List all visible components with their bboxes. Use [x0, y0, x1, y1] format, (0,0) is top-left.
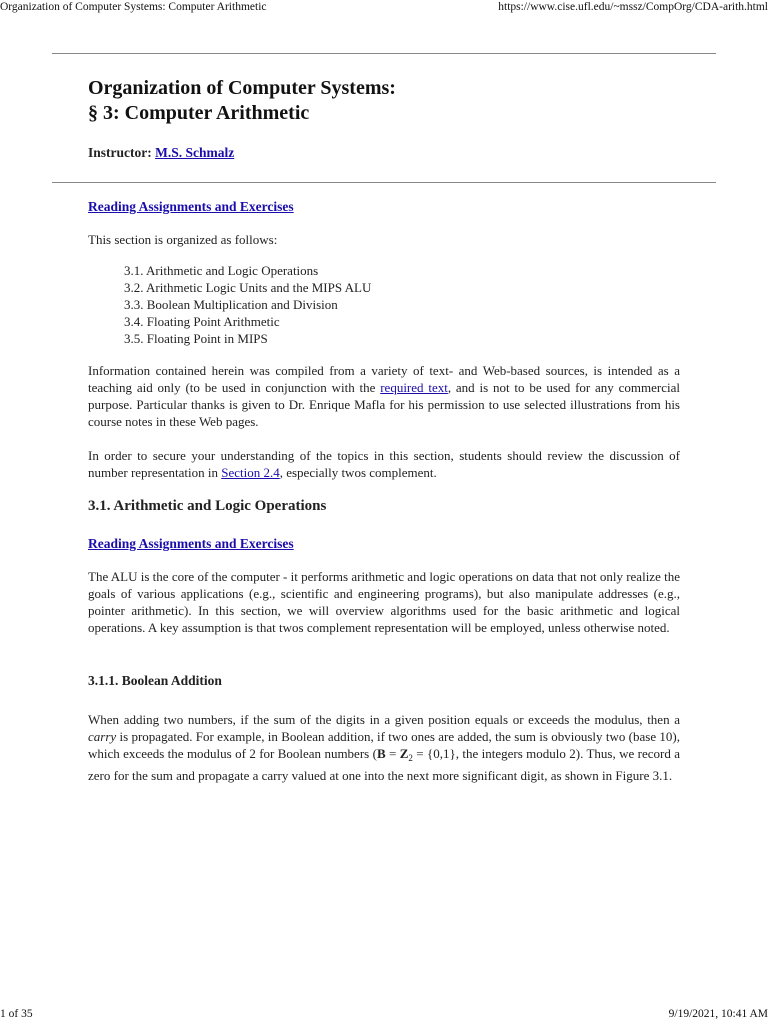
- print-header: [0, 1, 768, 15]
- set-z-symbol: Z: [399, 746, 409, 761]
- reading-assignments-link[interactable]: Reading Assignments and Exercises: [88, 199, 294, 214]
- toc-item-3-5: 3.5. Floating Point in MIPS: [124, 331, 268, 346]
- boolean-text-2: is propagated. For example, in Boolean addition, if two ones are added, the sum is obviously two (base 10), which exceeds the modulus of 2 for Boolean numbers (: [88, 729, 680, 761]
- boolean-text-eq-1: =: [385, 746, 400, 761]
- order-paragraph-text-1: In order to secure your understanding of the topics in this section, students should review the discussion of number representation in: [88, 448, 680, 480]
- instructor-label: Instructor:: [88, 145, 152, 160]
- info-paragraph-text-1: Information contained herein was compiled from a variety of text- and Web-based sources, is intended as a teaching aid only (to be used in conjunction with the: [88, 363, 680, 395]
- section-3-1-heading: 3.1. Arithmetic and Logic Operations: [88, 498, 327, 514]
- instructor-line: [88, 145, 234, 161]
- print-footer-date: 9/19/2021, 10:41 AM: [668, 1008, 768, 1020]
- toc-item-3-4: 3.4. Floating Point Arithmetic: [124, 314, 280, 329]
- table-of-contents: [124, 262, 371, 347]
- print-header-title: Organization of Computer Systems: Computer Arithmetic: [0, 1, 267, 13]
- boolean-text-1: When adding two numbers, if the sum of the digits in a given position equals or exceeds the modulus, then a: [88, 712, 680, 727]
- info-paragraph-text-2: , and is not to be used for any commercial purpose. Particular thanks is given to Dr. Enrique Mafla for his permission to use selected illustrations from his course notes in these Web pages.: [88, 380, 680, 429]
- print-footer: [0, 1008, 768, 1024]
- section-divider: [52, 182, 716, 183]
- page-title-line-2: § 3: Computer Arithmetic: [88, 102, 310, 124]
- carry-term: carry: [88, 729, 117, 744]
- toc-item-3-1: 3.1. Arithmetic and Logic Operations: [124, 263, 319, 278]
- top-divider: [52, 53, 716, 54]
- required-text-link[interactable]: required text: [380, 380, 448, 395]
- section-2-4-link[interactable]: Section 2.4: [221, 465, 280, 480]
- info-paragraph: [88, 362, 680, 430]
- order-paragraph-text-2: , especially twos complement.: [279, 465, 437, 480]
- page-title: [88, 76, 396, 126]
- alu-paragraph: The ALU is the core of the computer - it performs arithmetic and logic operations on data that not only realize the goals of various applications (e.g., scientific and engineering programs), but also manipulate addresses (e.g., pointer arithmetic). In this section, we will overview algorithms used for the basic arithmetic and logical operations. A key assumption is that twos complement representation will be employed, unless otherwise noted.: [88, 569, 680, 635]
- page-title-line-1: Organization of Computer Systems:: [88, 77, 396, 99]
- boolean-addition-paragraph: [88, 711, 680, 784]
- section-3-1-1-heading: 3.1.1. Boolean Addition: [88, 673, 222, 688]
- set-b-symbol: B: [376, 746, 386, 761]
- intro-sentence: This section is organized as follows:: [88, 232, 278, 247]
- instructor-link[interactable]: M.S. Schmalz: [155, 145, 235, 160]
- reading-assignments-block-2: [88, 535, 680, 553]
- toc-item-3-2: 3.2. Arithmetic Logic Units and the MIPS ALU: [124, 280, 372, 295]
- toc-item-3-3: 3.3. Boolean Multiplication and Division: [124, 297, 338, 312]
- reading-assignments-link-2[interactable]: Reading Assignments and Exercises: [88, 536, 294, 551]
- boolean-text-3: = {0,1}, the integers modulo 2). Thus, we record a zero for the sum and propagate a carry valued at one into the next more significant digit, as shown in Figure 3.1.: [88, 746, 681, 783]
- set-z-subscript: 2: [408, 753, 413, 763]
- print-footer-page: 1 of 35: [0, 1008, 33, 1020]
- reading-assignments-block: [88, 198, 680, 216]
- print-header-url: https://www.cise.ufl.edu/~mssz/CompOrg/CDA-arith.html: [498, 1, 768, 13]
- order-paragraph: [88, 447, 680, 481]
